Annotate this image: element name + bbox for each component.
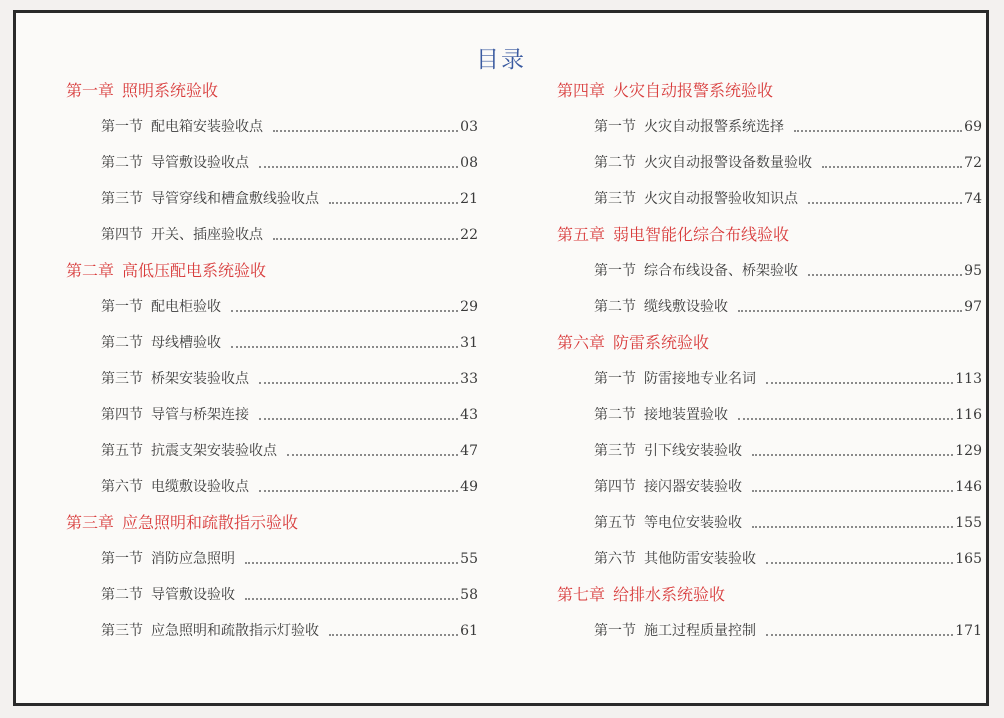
page-number: 146 [955, 479, 982, 495]
toc-entry[interactable] [594, 145, 982, 181]
section-title: 桥架安装验收点 [151, 371, 249, 387]
toc-entry[interactable] [101, 145, 478, 181]
dot-leader [245, 597, 458, 600]
chapter-number: 第二章 [66, 261, 115, 280]
section-number: 第三节 [101, 371, 143, 387]
section-number: 第三节 [101, 191, 143, 207]
section-title: 配电箱安装验收点 [151, 119, 263, 135]
section-title: 火灾自动报警设备数量验收 [644, 155, 812, 171]
toc-entry[interactable] [101, 289, 478, 325]
section-title: 引下线安装验收 [644, 443, 742, 459]
section-number: 第一节 [594, 371, 636, 387]
section-number: 第一节 [101, 551, 143, 567]
page-number: 74 [964, 191, 982, 207]
toc-entry[interactable] [594, 469, 982, 505]
dot-leader [273, 129, 458, 132]
page-number: 58 [460, 587, 478, 603]
section-title: 等电位安装验收 [644, 515, 742, 531]
section-number: 第一节 [101, 119, 143, 135]
section-number: 第六节 [594, 551, 636, 567]
section-number: 第三节 [594, 191, 636, 207]
toc-entry[interactable] [101, 433, 478, 469]
section-title: 接闪器安装验收 [644, 479, 742, 495]
section-title: 防雷接地专业名词 [644, 371, 756, 387]
dot-leader [752, 489, 953, 492]
dot-leader [738, 417, 953, 420]
toc-entry[interactable] [594, 541, 982, 577]
chapter-title: 照明系统验收 [122, 81, 219, 100]
section-title: 开关、插座验收点 [151, 227, 263, 243]
dot-leader [808, 273, 962, 276]
chapter-heading[interactable] [557, 73, 982, 109]
chapter-number: 第六章 [557, 333, 606, 352]
page-number: 72 [964, 155, 982, 171]
section-number: 第二节 [101, 587, 143, 603]
page-number: 33 [460, 371, 478, 387]
toc-entry[interactable] [594, 361, 982, 397]
page-number: 55 [460, 551, 478, 567]
section-number: 第四节 [101, 407, 143, 423]
page-number: 95 [964, 263, 982, 279]
chapter-number: 第七章 [557, 585, 606, 604]
dot-leader [738, 309, 962, 312]
chapter-title: 火灾自动报警系统验收 [613, 81, 774, 100]
chapter-title: 给排水系统验收 [613, 585, 726, 604]
section-title: 配电柜验收 [151, 299, 221, 315]
toc-entry[interactable] [101, 109, 478, 145]
dot-leader [794, 129, 962, 132]
dot-leader [287, 453, 458, 456]
toc-entry[interactable] [594, 181, 982, 217]
section-number: 第三节 [594, 443, 636, 459]
dot-leader [766, 381, 953, 384]
section-number: 第二节 [594, 407, 636, 423]
toc-right-column [557, 73, 982, 649]
section-number: 第一节 [101, 299, 143, 315]
section-title: 导管穿线和槽盒敷线验收点 [151, 191, 319, 207]
toc-entry[interactable] [101, 541, 478, 577]
chapter-number: 第五章 [557, 225, 606, 244]
dot-leader [231, 345, 458, 348]
chapter-number: 第三章 [66, 513, 115, 532]
toc-entry[interactable] [101, 613, 478, 649]
toc-entry[interactable] [101, 577, 478, 613]
section-title: 缆线敷设验收 [644, 299, 728, 315]
toc-entry[interactable] [101, 469, 478, 505]
page-number: 03 [460, 119, 478, 135]
chapter-title: 高低压配电系统验收 [122, 261, 267, 280]
dot-leader [329, 633, 458, 636]
section-number: 第二节 [594, 155, 636, 171]
page-number: 22 [460, 227, 478, 243]
toc-entry[interactable] [594, 613, 982, 649]
dot-leader [245, 561, 458, 564]
toc-title: 目录 [476, 47, 526, 73]
page-number: 69 [964, 119, 982, 135]
section-title: 火灾自动报警验收知识点 [644, 191, 798, 207]
chapter-number: 第四章 [557, 81, 606, 100]
section-title: 接地装置验收 [644, 407, 728, 423]
toc-page [13, 10, 989, 706]
page-number: 97 [964, 299, 982, 315]
dot-leader [259, 381, 458, 384]
section-title: 消防应急照明 [151, 551, 235, 567]
section-title: 电缆敷设验收点 [151, 479, 249, 495]
section-title: 导管与桥架连接 [151, 407, 249, 423]
section-number: 第六节 [101, 479, 143, 495]
toc-entry[interactable] [101, 181, 478, 217]
page-number: 113 [955, 371, 982, 387]
chapter-title: 弱电智能化综合布线验收 [613, 225, 790, 244]
section-title: 综合布线设备、桥架验收 [644, 263, 798, 279]
dot-leader [259, 165, 458, 168]
section-number: 第一节 [594, 623, 636, 639]
toc-entry[interactable] [594, 397, 982, 433]
page-number: 116 [955, 407, 982, 423]
dot-leader [822, 165, 962, 168]
section-title: 施工过程质量控制 [644, 623, 756, 639]
page-number: 29 [460, 299, 478, 315]
toc-entry[interactable] [101, 325, 478, 361]
dot-leader [752, 525, 953, 528]
section-title: 火灾自动报警系统选择 [644, 119, 784, 135]
page-number: 155 [955, 515, 982, 531]
dot-leader [329, 201, 458, 204]
section-number: 第四节 [594, 479, 636, 495]
toc-entry[interactable] [594, 289, 982, 325]
chapter-title: 应急照明和疏散指示验收 [122, 513, 299, 532]
section-title: 母线槽验收 [151, 335, 221, 351]
section-title: 应急照明和疏散指示灯验收 [151, 623, 319, 639]
dot-leader [259, 417, 458, 420]
page-number: 171 [955, 623, 982, 639]
page-number: 129 [955, 443, 982, 459]
section-number: 第二节 [101, 335, 143, 351]
toc-entry[interactable] [101, 217, 478, 253]
toc-entry[interactable] [594, 433, 982, 469]
dot-leader [273, 237, 458, 240]
section-number: 第三节 [101, 623, 143, 639]
chapter-heading[interactable] [557, 577, 982, 613]
section-number: 第二节 [101, 155, 143, 171]
chapter-heading[interactable] [557, 325, 982, 361]
section-number: 第二节 [594, 299, 636, 315]
page-number: 61 [460, 623, 478, 639]
section-number: 第五节 [101, 443, 143, 459]
chapter-title: 防雷系统验收 [613, 333, 710, 352]
page-number: 08 [460, 155, 478, 171]
toc-entry[interactable] [594, 505, 982, 541]
section-number: 第五节 [594, 515, 636, 531]
page-number: 165 [955, 551, 982, 567]
dot-leader [766, 633, 953, 636]
chapter-heading[interactable] [557, 217, 982, 253]
page-number: 21 [460, 191, 478, 207]
section-number: 第一节 [594, 263, 636, 279]
toc-entry[interactable] [101, 397, 478, 433]
dot-leader [259, 489, 458, 492]
dot-leader [231, 309, 458, 312]
section-title: 导管敷设验收 [151, 587, 235, 603]
page-number: 47 [460, 443, 478, 459]
chapter-heading[interactable] [66, 73, 478, 109]
chapter-number: 第一章 [66, 81, 115, 100]
section-title: 其他防雷安装验收 [644, 551, 756, 567]
chapter-heading[interactable] [66, 505, 478, 541]
page-number: 43 [460, 407, 478, 423]
section-title: 导管敷设验收点 [151, 155, 249, 171]
toc-left-column [66, 73, 478, 649]
dot-leader [808, 201, 962, 204]
dot-leader [752, 453, 953, 456]
dot-leader [766, 561, 953, 564]
section-number: 第四节 [101, 227, 143, 243]
page-number: 49 [460, 479, 478, 495]
section-title: 抗震支架安装验收点 [151, 443, 277, 459]
section-number: 第一节 [594, 119, 636, 135]
chapter-heading[interactable] [66, 253, 478, 289]
page-number: 31 [460, 335, 478, 351]
toc-entry[interactable] [101, 361, 478, 397]
toc-entry[interactable] [594, 253, 982, 289]
toc-entry[interactable] [594, 109, 982, 145]
